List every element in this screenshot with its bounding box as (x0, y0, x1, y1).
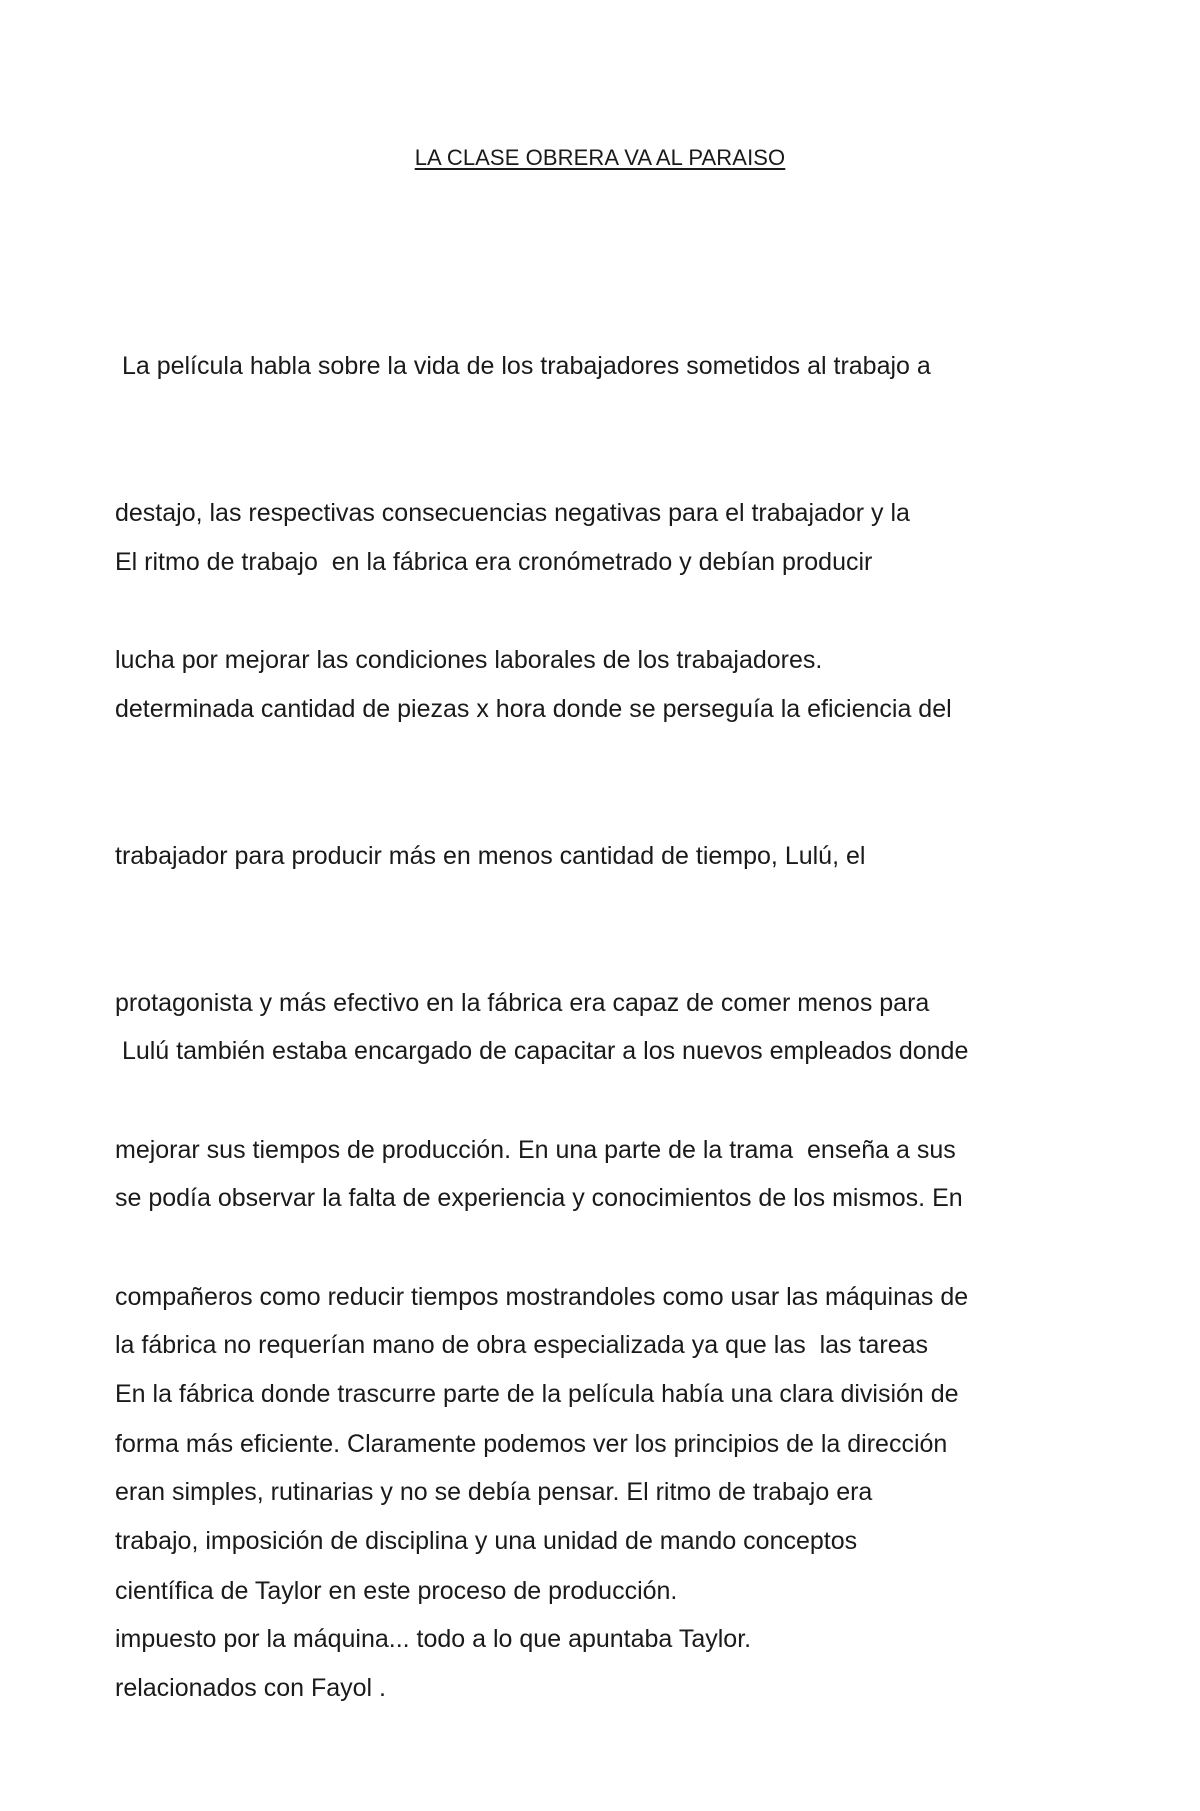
paragraph-line: trabajo, imposición de disciplina y una unidad de mando conceptos (115, 1527, 858, 1555)
paragraph-line: relacionados con Fayol . (115, 1674, 386, 1702)
paragraph-line: científica de Taylor en este proceso de producción. (115, 1577, 678, 1605)
paragraph-line: El ritmo de trabajo en la fábrica era cronómetrado y debían producir (115, 548, 873, 576)
paragraph-line: forma más eficiente. Claramente podemos ver los principios de la dirección (115, 1430, 948, 1458)
paragraph-line: lucha por mejorar las condiciones laborales de los trabajadores. (115, 646, 823, 674)
paragraph-line: trabajador para producir más en menos cantidad de tiempo, Lulú, el (115, 842, 866, 870)
paragraph-line: eran simples, rutinarias y no se debía pensar. El ritmo de trabajo era (115, 1478, 873, 1506)
paragraph-line: se podía observar la falta de experiencia y conocimientos de los mismos. En (115, 1184, 963, 1212)
paragraph-line: compañeros como reducir tiempos mostrandoles como usar las máquinas de (115, 1283, 969, 1311)
paragraph-line: protagonista y más efectivo en la fábrica era capaz de comer menos para (115, 989, 930, 1017)
paragraph-line: la fábrica no requerían mano de obra especializada ya que las las tareas (115, 1331, 929, 1359)
paragraph-line: La película habla sobre la vida de los trabajadores sometidos al trabajo a (115, 352, 931, 380)
paragraph-line: En la fábrica donde trascurre parte de la película había una clara división de (115, 1380, 959, 1408)
paragraph-4 (115, 1272, 1095, 1811)
paragraph-line: Lulú también estaba encargado de capacitar a los nuevos empleados donde (115, 1037, 969, 1065)
paragraph-line: impuesto por la máquina... todo a lo que apuntaba Taylor. (115, 1625, 752, 1653)
paragraph-line: mejorar sus tiempos de producción. En una parte de la trama enseña a sus (115, 1136, 956, 1164)
paragraph-line: determinada cantidad de piezas x hora donde se perseguía la eficiencia del (115, 695, 952, 723)
document-title: LA CLASE OBRERA VA AL PARAISO (414, 145, 786, 170)
paragraph-line: destajo, las respectivas consecuencias negativas para el trabajador y la (115, 499, 910, 527)
